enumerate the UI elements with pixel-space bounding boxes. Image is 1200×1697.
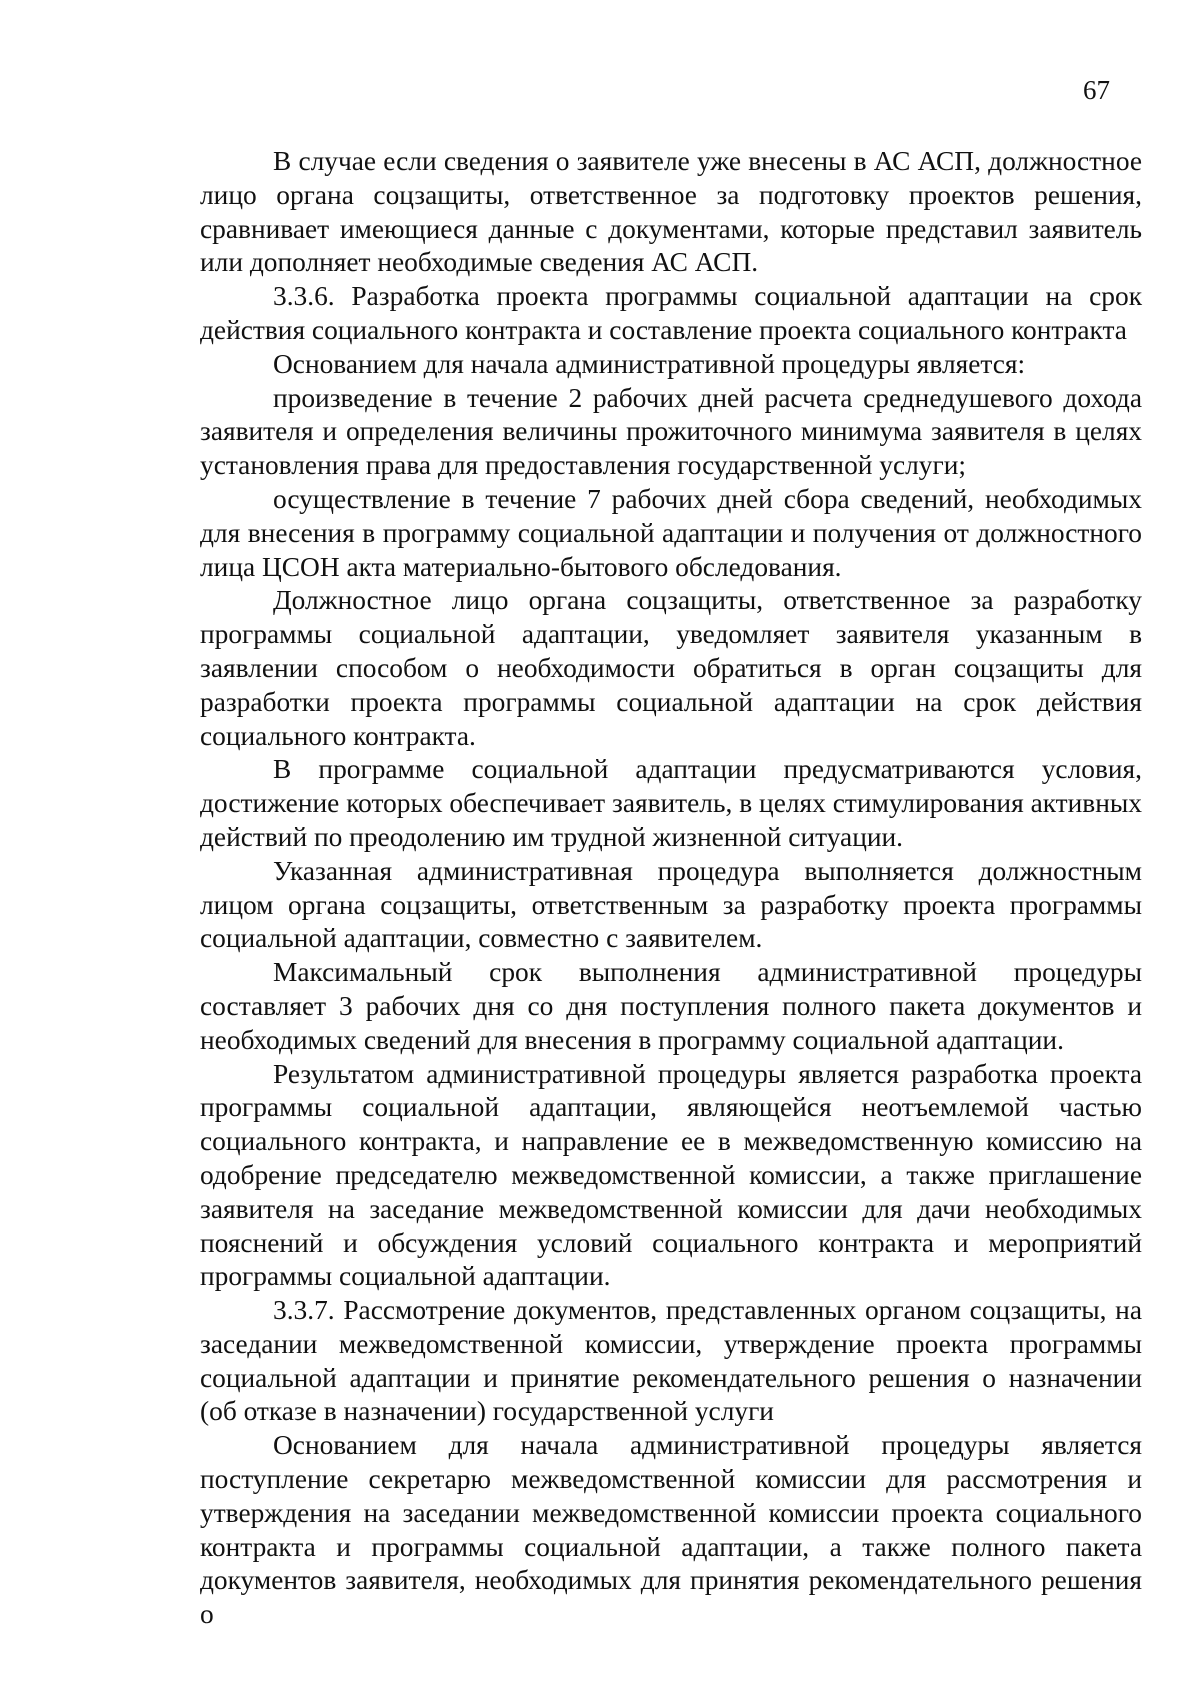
- paragraph-procedure-result: Результатом административной процедуры является разработка проекта программы социальной адаптации, являющейся неотъемлемой частью социального контракта, и направление ее в межведомственную комиссию на одобрение председателю межведомственной комиссии, а также приглашение заявителя на заседание межведомственной комиссии для дачи необходимых пояснений и обсуждения условий социального контракта и мероприятий программы социальной адаптации.: [200, 1058, 1142, 1292]
- section-heading-3-3-6: 3.3.6. Разработка проекта программы социальной адаптации на срок действия социального контракта и составление проекта социального контракта: [200, 281, 1142, 345]
- page-number: 67: [1083, 75, 1110, 105]
- paragraph-applicant-data-check: В случае если сведения о заявителе уже внесены в АС АСП, должностное лицо органа соцзащиты, ответственное за подготовку проектов решения, сравнивает имеющиеся данные с документами, которые представил заявитель или дополняет необходимые сведения АС АСП.: [200, 146, 1142, 278]
- paragraph-procedure-executor: Указанная административная процедура выполняется должностным лицом органа соцзащиты, ответственным за разработку проекта программы социальной адаптации, совместно с заявителем.: [200, 855, 1142, 954]
- paragraph-income-calculation: произведение в течение 2 рабочих дней расчета среднедушевого дохода заявителя и определения величины прожиточного минимума заявителя в целях установления права для предоставления государственной услуги;: [200, 382, 1142, 481]
- paragraph-information-collection: осуществление в течение 7 рабочих дней сбора сведений, необходимых для внесения в программу социальной адаптации и получения от должностного лица ЦСОН акта материально-бытового обследования.: [200, 483, 1142, 582]
- paragraph-commission-basis: Основанием для начала административной процедуры является поступление секретарю межведомственной комиссии для рассмотрения и утверждения на заседании межведомственной комиссии проекта социального контракта и программы социальной адаптации, а также полного пакета документов заявителя, необходимых для принятия рекомендательного решения о: [200, 1430, 1142, 1630]
- paragraph-maximum-term: Максимальный срок выполнения административной процедуры составляет 3 рабочих дня со дня поступления полного пакета документов и необходимых сведений для внесения в программу социальной адаптации.: [200, 957, 1142, 1055]
- section-heading-3-3-7: 3.3.7. Рассмотрение документов, представленных органом соцзащиты, на заседании межведомственной комиссии, утверждение проекта программы социальной адаптации и принятие рекомендательного решения о назначении (об отказе в назначении) государственной услуги: [200, 1295, 1142, 1427]
- paragraph-adaptation-conditions: В программе социальной адаптации предусматриваются условия, достижение которых обеспечивает заявитель, в целях стимулирования активных действий по преодолению им трудной жизненной ситуации.: [200, 754, 1142, 852]
- paragraph-procedure-basis: Основанием для начала административной процедуры является:: [273, 348, 1026, 379]
- document-body: [200, 145, 1142, 1632]
- paragraph-applicant-notification: Должностное лицо органа соцзащиты, ответственное за разработку программы социальной адаптации, уведомляет заявителя указанным в заявлении способом о необходимости обратиться в орган соцзащиты для разработки проекта программы социальной адаптации на срок действия социального контракта.: [200, 585, 1142, 751]
